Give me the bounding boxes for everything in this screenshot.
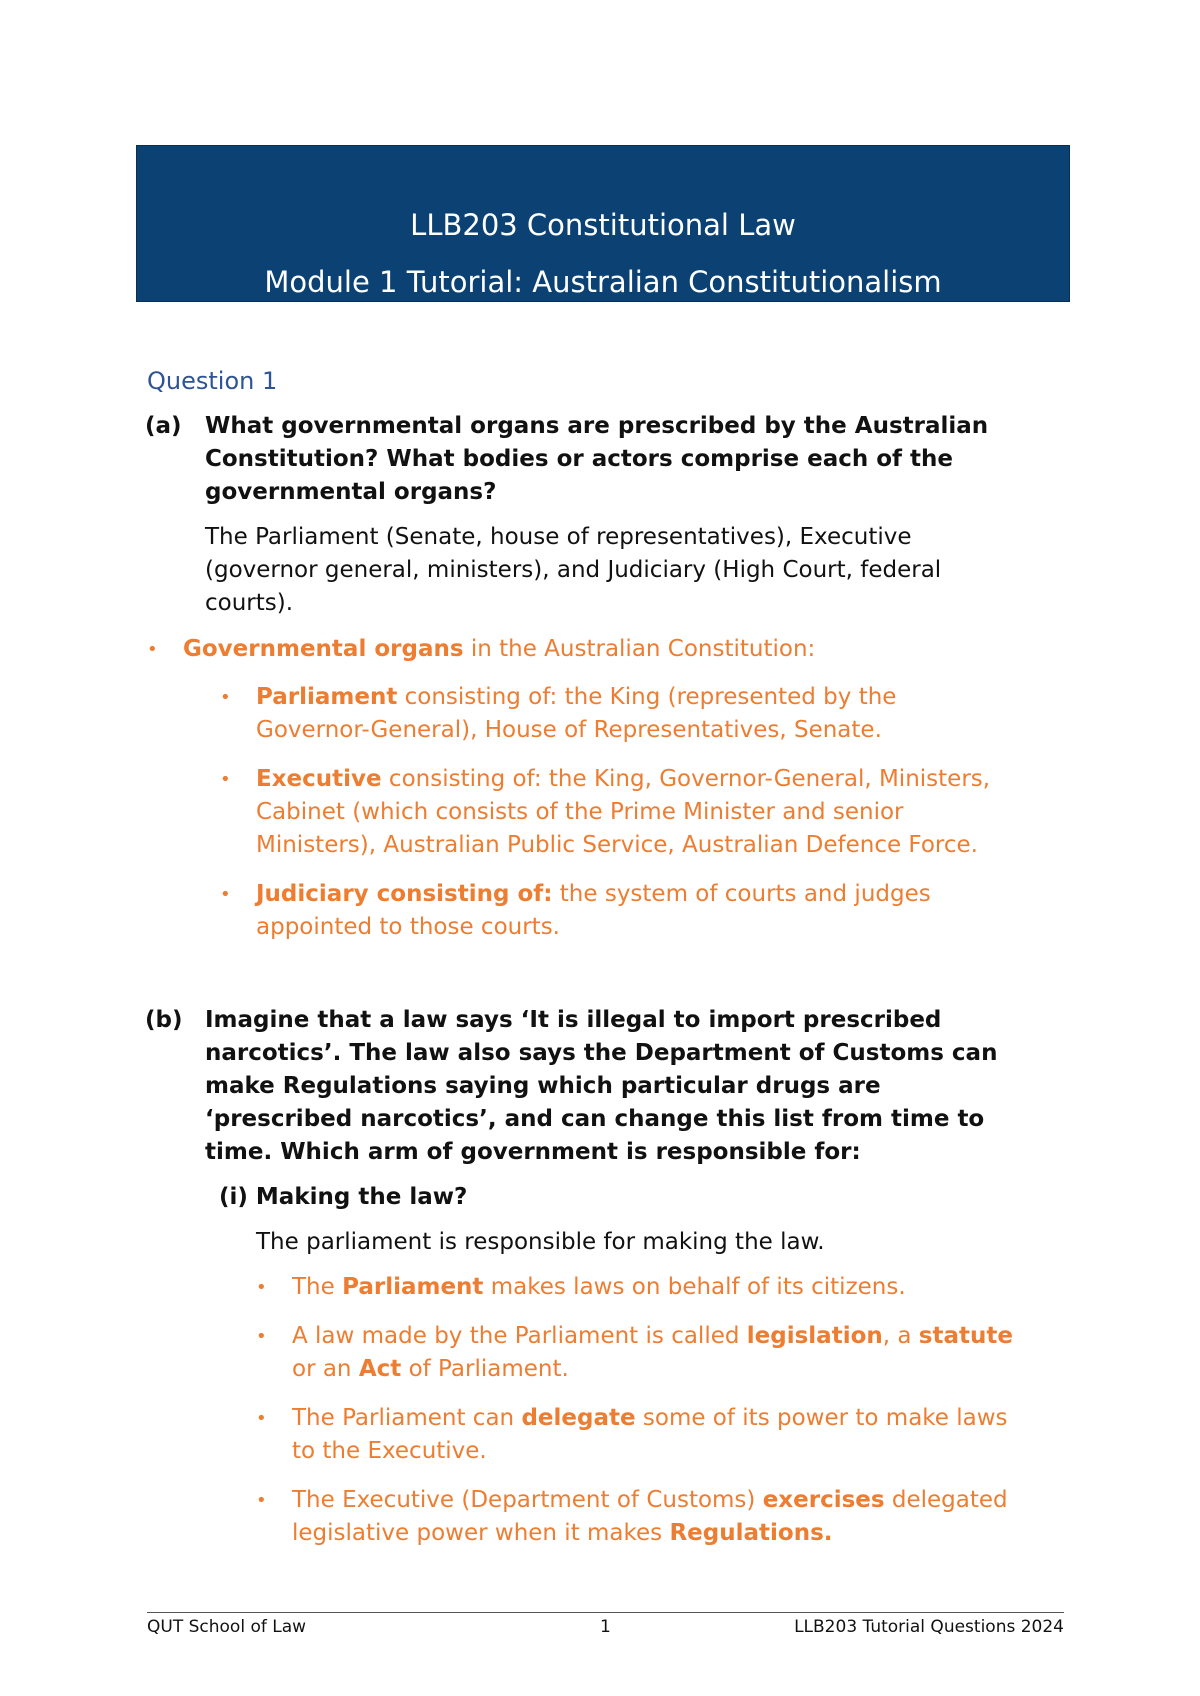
note-text: makes laws on behalf of its citizens.: [483, 1274, 906, 1300]
note-regulations-line-2: [292, 1517, 833, 1550]
note-text: consisting of: the King, Governor-General, Ministers,: [381, 766, 991, 792]
note-text: The Executive (Department of Customs): [292, 1487, 763, 1513]
part-b-label: (b): [145, 1007, 183, 1033]
note-bold-term: Governmental organs: [183, 636, 464, 662]
bullet-icon: •: [220, 884, 231, 905]
note-bold-term: Regulations.: [669, 1520, 833, 1546]
part-b-question-line-4: ‘prescribed narcotics’, and can change this list from time to: [205, 1106, 985, 1132]
part-a-answer-line-2: (governor general, ministers), and Judiciary (High Court, federal: [205, 557, 942, 583]
sub-question-i: (i) Making the law?: [219, 1184, 468, 1210]
note-bold-term: Parliament: [342, 1274, 484, 1300]
bullet-icon: •: [220, 687, 231, 708]
bullet-icon: •: [256, 1277, 267, 1298]
note-governmental-organs: [183, 633, 815, 666]
note-parliament-line-1: [256, 681, 896, 714]
note-judiciary-line-1: [256, 878, 931, 911]
sub-i-answer: The parliament is responsible for making the law.: [256, 1229, 825, 1255]
footer-left: QUT School of Law: [147, 1617, 307, 1637]
note-text: The: [292, 1274, 343, 1300]
note-bold-term: statute: [918, 1323, 1013, 1349]
note-parliament-makes-laws: [292, 1271, 906, 1304]
part-a-answer-line-3: courts).: [205, 590, 294, 616]
part-a-answer-line-1: The Parliament (Senate, house of representatives), Executive: [205, 524, 912, 550]
part-b-question-line-5: time. Which arm of government is responsible for:: [205, 1139, 861, 1165]
course-title: LLB203 Constitutional Law: [410, 208, 796, 242]
title-banner: [136, 145, 1070, 302]
note-executive-line-2: Cabinet (which consists of the Prime Minister and senior: [256, 799, 904, 825]
part-b-question-line-3: make Regulations saying which particular drugs are: [205, 1073, 881, 1099]
part-b-question-line-2: narcotics’. The law also says the Department of Customs can: [205, 1040, 998, 1066]
note-judiciary-line-2: appointed to those courts.: [256, 914, 560, 940]
note-text: of Parliament.: [401, 1356, 569, 1382]
note-bold-term: legislation: [746, 1323, 883, 1349]
note-text: , a: [882, 1323, 919, 1349]
note-text: the system of courts and judges: [552, 881, 931, 907]
bullet-icon: •: [256, 1408, 267, 1429]
note-legislation-line-2: [292, 1353, 569, 1386]
bullet-icon: •: [147, 639, 158, 660]
note-bold-term: delegate: [521, 1405, 636, 1431]
footer-right: LLB203 Tutorial Questions 2024: [794, 1617, 1064, 1637]
part-a-question-line-3: governmental organs?: [205, 479, 497, 505]
note-text: legislative power when it makes: [292, 1520, 670, 1546]
part-a-question-line-1: What governmental organs are prescribed by the Australian: [205, 413, 989, 439]
note-executive-line-1: [256, 763, 990, 796]
note-bold-term: Executive: [256, 766, 382, 792]
note-parliament-line-2: Governor-General), House of Representatives, Senate.: [256, 717, 882, 743]
note-delegate-line-2: to the Executive.: [292, 1438, 487, 1464]
note-delegate-line-1: [292, 1402, 1008, 1435]
note-bold-term: Judiciary consisting of:: [256, 881, 553, 907]
note-text: delegated: [884, 1487, 1008, 1513]
note-text: consisting of: the King (represented by the: [397, 684, 897, 710]
note-text: A law made by the Parliament is called: [292, 1323, 747, 1349]
note-text: in the Australian Constitution:: [463, 636, 816, 662]
module-subtitle: Module 1 Tutorial: Australian Constitutionalism: [264, 265, 942, 299]
question-heading: Question 1: [147, 367, 278, 395]
part-a-label: (a): [145, 413, 182, 439]
note-text: The Parliament can: [292, 1405, 522, 1431]
part-a-question-line-2: Constitution? What bodies or actors comprise each of the: [205, 446, 954, 472]
bullet-icon: •: [256, 1326, 267, 1347]
footer-divider: [147, 1612, 1064, 1613]
note-regulations-line-1: [292, 1484, 1008, 1517]
note-executive-line-3: Ministers), Australian Public Service, Australian Defence Force.: [256, 832, 978, 858]
bullet-icon: •: [256, 1490, 267, 1511]
note-bold-term: Parliament: [256, 684, 398, 710]
bullet-icon: •: [220, 769, 231, 790]
note-text: or an: [292, 1356, 359, 1382]
note-bold-term: Act: [358, 1356, 402, 1382]
note-bold-term: exercises: [762, 1487, 885, 1513]
page-number: 1: [600, 1617, 611, 1637]
part-b-question-line-1: Imagine that a law says ‘It is illegal to import prescribed: [205, 1007, 942, 1033]
note-text: some of its power to make laws: [635, 1405, 1008, 1431]
note-legislation-line-1: [292, 1320, 1013, 1353]
